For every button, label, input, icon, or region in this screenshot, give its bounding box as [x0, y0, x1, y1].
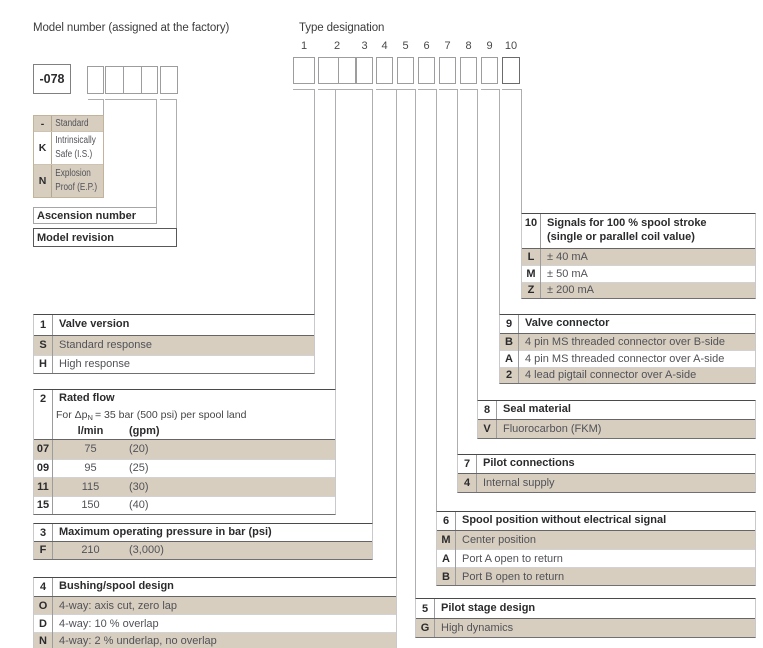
value-metric: 115 — [81, 480, 100, 493]
table-header — [522, 214, 755, 249]
type-code-box-1 — [293, 57, 315, 84]
option-description: High dynamics — [441, 622, 514, 634]
type-position-label-2: 2 — [333, 40, 341, 52]
connector-line-6 — [418, 89, 437, 90]
table-header — [437, 512, 755, 531]
prefix-option-row-standard — [34, 116, 103, 131]
table-title: Spool position without electrical signal — [462, 514, 667, 527]
connector-line-7 — [457, 89, 458, 454]
option-row-A — [437, 549, 755, 567]
type-code-box-4 — [376, 57, 393, 84]
option-table-10 — [521, 213, 756, 299]
model-revision-text: Model revision — [37, 231, 115, 244]
table-header-row — [500, 315, 755, 333]
ascension-number-text: Ascension number — [37, 209, 137, 222]
table-header — [34, 315, 314, 336]
connector-line — [88, 99, 104, 100]
table-title: Rated flow — [59, 392, 115, 405]
option-row-H — [34, 355, 314, 374]
table-header-row — [458, 455, 755, 473]
option-row-L — [522, 249, 755, 265]
connector-line — [105, 99, 157, 100]
option-table-2 — [33, 389, 336, 515]
table-number: 1 — [39, 319, 47, 331]
option-row-07 — [34, 440, 335, 459]
connector-line-1 — [314, 89, 315, 314]
type-position-label-7: 7 — [444, 40, 451, 52]
box-cell-divider — [141, 67, 142, 93]
table-header — [34, 390, 335, 440]
prefix-option-row-ep — [34, 164, 103, 197]
option-description: 4-way: 10 % overlap — [59, 617, 159, 630]
option-row-2 — [500, 367, 755, 384]
option-row-N — [34, 632, 396, 648]
prefix-desc: Intrinsically Safe (I.S.) — [55, 135, 96, 160]
option-code: Z — [527, 284, 535, 297]
option-code: G — [420, 622, 430, 634]
option-row-4 — [458, 474, 755, 492]
table-header-row — [478, 401, 755, 419]
table-title: Signals for 100 % spool stroke (single or parallel coil value) — [547, 217, 707, 243]
value-imperial: (30) — [129, 480, 149, 493]
option-table-9 — [499, 314, 756, 384]
option-description: Center position — [462, 534, 536, 546]
type-position-label-8: 8 — [465, 40, 472, 52]
type-position-label-9: 9 — [486, 40, 493, 52]
option-row-A — [500, 350, 755, 367]
factory-code-value: -078 — [39, 72, 65, 86]
option-table-8 — [477, 400, 756, 439]
option-code: A — [505, 352, 513, 365]
option-table-7 — [457, 454, 756, 493]
connector-line-8 — [477, 89, 478, 400]
type-code-box-2 — [318, 57, 356, 84]
type-code-box-5 — [397, 57, 414, 84]
value-metric: 150 — [81, 499, 100, 512]
connector-line-4 — [376, 89, 397, 90]
table-header-row — [34, 524, 372, 541]
table-number: 3 — [39, 526, 47, 539]
option-table-4 — [33, 577, 397, 648]
option-description: 4 pin MS threaded connector over B-side — [525, 335, 725, 348]
type-code-box-6 — [418, 57, 435, 84]
option-table-6 — [436, 511, 756, 586]
option-row-D — [34, 614, 396, 631]
table-number: 7 — [463, 458, 471, 470]
option-row-B — [437, 567, 755, 585]
option-table-3 — [33, 523, 373, 560]
connector-line-4 — [396, 89, 397, 577]
option-code: 4 — [463, 476, 471, 489]
connector-line-10 — [502, 89, 522, 90]
option-row-09 — [34, 459, 335, 478]
option-description: Standard response — [59, 339, 152, 352]
option-row-O — [34, 597, 396, 614]
option-code: L — [527, 251, 535, 264]
factory-code-box — [33, 64, 71, 94]
option-description: ± 50 mA — [547, 268, 588, 281]
prefix-code: - — [34, 116, 52, 131]
option-row-11 — [34, 477, 335, 496]
connector-line — [160, 99, 177, 100]
table-header — [478, 401, 755, 420]
option-row-M — [437, 531, 755, 549]
table-header-row — [34, 578, 396, 596]
col-header-lmin: l/min — [77, 424, 104, 437]
type-code-box-3 — [356, 57, 373, 84]
option-description: 4-way: axis cut, zero lap — [59, 599, 177, 612]
value-metric: 95 — [84, 462, 97, 475]
table-number: 5 — [421, 602, 429, 615]
prefix-code: K — [34, 132, 52, 164]
connector-line-8 — [460, 89, 478, 90]
table-header — [416, 599, 755, 619]
option-code: V — [483, 423, 491, 435]
table-header-row — [34, 315, 314, 335]
model-revision-label — [33, 228, 177, 247]
prefix-code-box — [87, 66, 104, 94]
option-description: Port A open to return — [462, 552, 563, 565]
option-code: M — [526, 268, 536, 281]
table-number: 4 — [39, 581, 47, 593]
table-header-row — [437, 512, 755, 530]
option-code: 11 — [37, 480, 49, 493]
table-number: 9 — [505, 317, 513, 330]
option-description: Port B open to return — [462, 570, 565, 583]
table-header — [34, 524, 372, 542]
prefix-code: N — [34, 165, 52, 197]
table-header — [458, 455, 755, 474]
type-position-label-10: 10 — [504, 40, 518, 52]
option-description: Internal supply — [483, 476, 555, 489]
type-code-box-8 — [460, 57, 477, 84]
table-header — [34, 578, 396, 597]
option-row-B — [500, 334, 755, 351]
option-row-S — [34, 336, 314, 355]
option-row-F — [34, 542, 372, 559]
option-code: A — [442, 552, 450, 565]
type-position-label-6: 6 — [423, 40, 430, 52]
type-position-label-4: 4 — [381, 40, 388, 52]
option-description: High response — [59, 358, 130, 371]
option-table-1 — [33, 314, 315, 374]
option-code: B — [505, 335, 513, 348]
connector-line-5 — [415, 89, 416, 598]
option-row-G — [416, 619, 755, 637]
table-header-row — [416, 599, 755, 618]
table-header-row — [34, 390, 335, 408]
connector-line — [156, 99, 157, 207]
connector-line-2 — [318, 89, 356, 90]
value-metric: 210 — [81, 544, 100, 557]
connector-line-9 — [481, 89, 500, 90]
table-title: Valve version — [59, 318, 130, 331]
option-code: 09 — [36, 462, 50, 475]
value-imperial: (40) — [129, 499, 149, 512]
option-description: Fluorocarbon (FKM) — [503, 423, 602, 435]
type-designation-heading: Type designation — [299, 22, 385, 34]
connector-line-10 — [521, 89, 522, 213]
connector-line — [103, 99, 104, 115]
box-cell-divider — [338, 58, 339, 83]
connector-line — [176, 99, 177, 228]
option-code: H — [39, 358, 47, 371]
prefix-desc: Explosion Proof (E.P.) — [55, 168, 98, 193]
value-imperial: (20) — [129, 443, 149, 456]
option-row-15 — [34, 496, 335, 515]
prefix-options-table — [33, 115, 104, 198]
connector-line-7 — [439, 89, 458, 90]
option-table-5 — [415, 598, 756, 638]
table-title: Seal material — [503, 403, 571, 416]
value-imperial: (25) — [129, 462, 149, 475]
option-code: 07 — [36, 443, 50, 456]
option-row-M — [522, 265, 755, 281]
table-column-headers — [34, 422, 335, 439]
option-description: 4 lead pigtail connector over A-side — [525, 369, 697, 382]
table-title: Pilot stage design — [441, 601, 536, 614]
option-code: 2 — [505, 369, 513, 382]
connector-line-1 — [293, 89, 315, 90]
option-code: M — [441, 534, 451, 546]
table-title: Bushing/spool design — [59, 580, 174, 593]
option-description: 4 pin MS threaded connector over A-side — [525, 352, 725, 365]
type-position-label-1: 1 — [300, 40, 308, 52]
type-code-box-10 — [502, 57, 520, 84]
option-row-V — [478, 420, 755, 438]
option-row-Z — [522, 282, 755, 298]
connector-line-6 — [436, 89, 437, 511]
type-position-label-3: 3 — [361, 40, 368, 52]
type-position-label-5: 5 — [402, 40, 409, 52]
option-code: D — [39, 617, 47, 630]
option-code: S — [39, 339, 47, 352]
type-code-box-9 — [481, 57, 498, 84]
option-code: N — [39, 634, 47, 647]
connector-line-3 — [372, 89, 373, 523]
option-code: B — [442, 570, 450, 583]
option-code: 15 — [36, 499, 50, 512]
model-revision-code-box — [160, 66, 178, 94]
option-code: O — [38, 599, 48, 612]
connector-line-3 — [356, 89, 373, 90]
option-code: F — [39, 544, 47, 557]
table-subtitle: For Δp N = 35 bar (500 psi) per spool land — [56, 409, 247, 422]
option-description: 4-way: 2 % underlap, no overlap — [59, 634, 217, 647]
box-cell-divider — [123, 67, 124, 93]
table-header-row — [522, 214, 755, 248]
table-title: Maximum operating pressure in bar (psi) — [59, 525, 272, 538]
col-header-gpm: (gpm) — [129, 424, 160, 437]
table-number: 10 — [524, 217, 538, 229]
prefix-desc: Standard — [55, 117, 89, 129]
model-number-heading: Model number (assigned at the factory) — [33, 22, 230, 34]
connector-line-5 — [397, 89, 416, 90]
table-title: Pilot connections — [483, 457, 575, 470]
table-title: Valve connector — [525, 317, 610, 329]
table-number: 8 — [483, 404, 491, 416]
value-metric: 75 — [84, 443, 97, 456]
value-imperial: (3,000) — [129, 544, 164, 557]
ascension-number-boxes — [105, 66, 158, 94]
table-header — [500, 315, 755, 334]
table-number: 6 — [442, 515, 450, 527]
table-number: 2 — [39, 393, 47, 405]
connector-line-9 — [499, 89, 500, 314]
connector-line-2 — [335, 89, 336, 389]
option-description: ± 40 mA — [547, 251, 588, 264]
option-description: ± 200 mA — [547, 284, 595, 297]
ascension-number-label — [33, 207, 157, 224]
prefix-option-row-is — [34, 131, 103, 164]
type-code-box-7 — [439, 57, 456, 84]
